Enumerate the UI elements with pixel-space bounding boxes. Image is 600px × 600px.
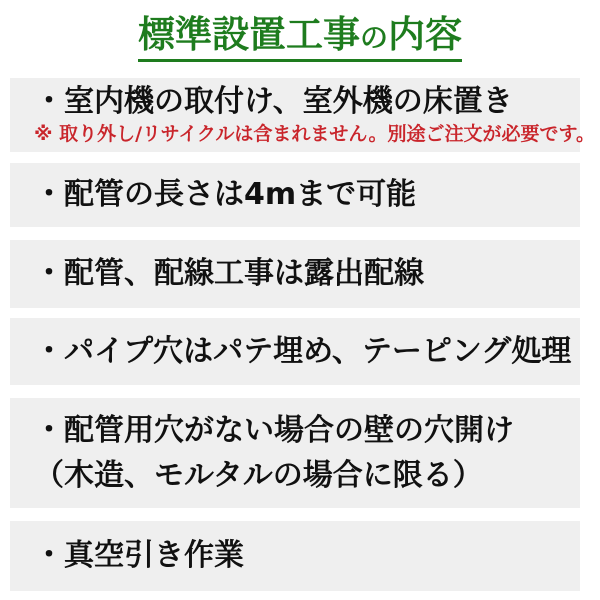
item-text: ・パイプ穴はパテ埋め、テーピング処理 [34,333,572,369]
item-note-removal-recycle: ※ 取り外し/リサイクルは含まれません。別途ご注文が必要です。 [34,122,595,145]
item-text-line1: ・配管用穴がない場合の壁の穴開け [34,413,514,449]
list-item-piping-length [10,163,580,227]
list-item-vacuum-work [10,521,580,591]
list-item-wall-drilling [10,398,580,508]
item-text: ・配管、配線工事は露出配線 [34,256,424,292]
page-title-underline [138,12,462,62]
item-text: ・配管の長さは4mまで可能 [34,177,417,213]
title-segment-main: 標準設置工事 [137,13,360,56]
list-item-pipe-hole-sealing [10,318,580,385]
list-item-exposed-wiring [10,240,580,308]
list-item-unit-installation [10,78,595,152]
page-title [0,12,600,62]
item-text-line2: （木造、モルタルの場合に限る） [34,458,483,494]
title-segment-tail: 内容 [388,13,462,56]
item-text: ・室内機の取付け、室外機の床置き [34,83,513,119]
item-text: ・真空引き作業 [34,538,244,574]
standard-installation-infographic [0,12,600,600]
title-particle: の [359,21,388,54]
